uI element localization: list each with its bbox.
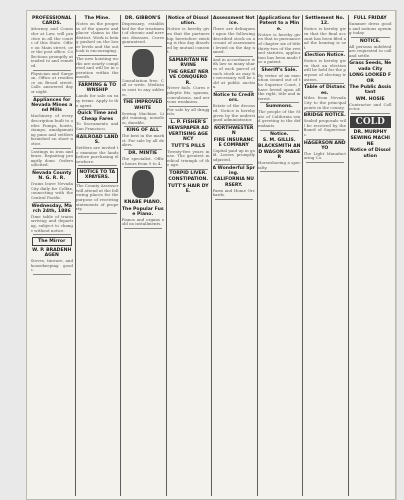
article-body: The best in the market. For sale by all dealers. <box>121 133 164 148</box>
article-body: Consultation free. Call or write. Medicines sent to any address. <box>121 77 164 97</box>
newspaper-page <box>26 10 396 500</box>
article-heading: KING OF ALL <box>126 128 160 134</box>
article-heading: DR. MINTIE <box>128 151 158 157</box>
column-6 <box>258 15 301 496</box>
article-heading: The Popular Fuse Piano. <box>121 206 164 217</box>
article-body: The people of the State of California send greeting to the defendants. <box>258 109 301 129</box>
article-heading: W. P. BRADENHAGEN <box>32 247 72 259</box>
article-heading: HAGERSON AND YO <box>303 140 346 151</box>
article-body: There are delinquent upon the following described stock on account of assessment levied on the day named. <box>212 26 255 55</box>
article-heading: L. P. FISHER'S <box>170 119 207 125</box>
article-heading: Table of Distances. <box>304 85 346 96</box>
boxed-notice: NOTICE TO TAXPAYERS. <box>77 168 118 183</box>
column-3 <box>122 15 165 496</box>
article-heading: Settlement No. 12. <box>305 16 345 27</box>
article-heading: CONSTIPATION. <box>168 177 209 183</box>
article-body: Notes on the progress of the quartz and placer claims in the district. Work is being pushed on the lower levels and the outlook is encouraging. <box>76 20 119 54</box>
article-heading: The Public Assistant <box>349 85 392 96</box>
article-heading: Notice. <box>270 131 289 137</box>
column-divider-line <box>33 96 72 97</box>
article-body: All persons indebted are requested to call and settle. <box>349 43 392 58</box>
column-divider-line <box>124 228 163 229</box>
article-heading: Election Notice. <box>304 53 346 59</box>
article-heading: THE IMPROVED WHITE <box>123 100 163 111</box>
article-body: By virtue of an execution issued out of the Superior Court, I have levied upon all the right, title and interest. <box>258 72 301 101</box>
article-body: Horseshoeing a specialty. <box>258 160 301 170</box>
column-divider-line <box>215 199 254 200</box>
article-body: Lands for sale on easy terms. Apply to the agent. <box>76 93 119 108</box>
column-divider-line <box>78 165 117 166</box>
column-rule <box>120 15 121 496</box>
column-5 <box>213 15 256 496</box>
column-2 <box>76 15 119 496</box>
article-heading: TUTT'S HAIR DYE. <box>167 183 209 195</box>
article-heading: TORPID LIVER. <box>169 170 208 176</box>
article-heading: KNABE PIANO. <box>124 200 162 206</box>
article-body: To Sacramento and San Francisco. <box>76 121 119 132</box>
column-divider-line <box>33 274 72 275</box>
article-heading: WM. HOSIE <box>355 96 385 102</box>
column-divider-line <box>124 46 163 47</box>
article-body: Notice is hereby given that the partnership heretofore existing is this day dissolved by mutual consent. <box>167 26 210 55</box>
column-divider-line <box>169 118 208 119</box>
article-body: Notice is hereby given that the final account has been filed and the hearing is set. <box>303 26 346 50</box>
column-divider-line <box>351 37 390 38</box>
article-heading: LONG LOOKED FOR <box>349 73 392 84</box>
article-body: Machinery of every description built to order. Pumps, hoists, stamps, amalgamating pans and settlers furnished on short notice. <box>30 113 73 146</box>
column-8 <box>349 15 392 496</box>
article-heading: Notice of Dissolution <box>349 148 391 159</box>
column-divider-line <box>78 213 117 214</box>
article-heading: The Mine. <box>84 16 110 21</box>
column-divider-line <box>351 113 390 114</box>
column-divider-line <box>215 164 254 165</box>
column-rule <box>166 15 167 496</box>
article-heading: THE GREAT NERVE CONQUEROR. <box>167 69 209 86</box>
column-rule <box>302 15 303 496</box>
article-heading: Assessment Notice. <box>212 16 255 27</box>
article-body: Summer dress goods and notions opening today. <box>349 20 392 36</box>
column-divider-line <box>124 149 163 150</box>
article-body: Castings in iron and brass. Repairing promptly done. Orders solicited. <box>30 148 73 168</box>
article-heading: NEWSPAPER ADVERTISING AGENCY <box>167 126 209 143</box>
article-heading: Wednesday, March 24th, 1886 <box>31 203 72 214</box>
column-divider-line <box>33 169 72 170</box>
article-heading: NORTHWESTERN <box>214 125 254 137</box>
article-heading: FULL FRIDAY <box>353 16 387 21</box>
article-body: For sale by all druggists. <box>167 106 210 117</box>
article-heading: DR. MURPHY <box>353 129 387 135</box>
article-body: The new hoisting works are nearly completed and will be in operation within the month. <box>76 56 119 80</box>
column-divider-line <box>260 130 299 131</box>
column-rule <box>257 15 258 496</box>
article-heading: CALIFORNIA NURSERY. <box>213 177 254 188</box>
article-body: Notice is hereby given that in pursuance of chapter six of title thirty-two of the revised statutes, application has been made for a patent. <box>258 31 301 65</box>
article-heading: Notice of Dissolution. <box>167 16 209 27</box>
column-divider-line <box>33 234 72 235</box>
column-divider-line <box>306 83 345 84</box>
boxed-notice: The Mirror <box>32 237 73 246</box>
article-body: Sewing Machine. Light running, noiseless, durable. <box>121 110 164 125</box>
article-body: Settlers are invited to examine the lands before purchasing elsewhere. <box>76 144 119 164</box>
article-body: Pianos and organs sold on installments. <box>121 216 164 227</box>
column-divider-line <box>78 133 117 134</box>
article-heading: S. M. GILLIS. <box>262 138 296 144</box>
column-rule <box>348 15 349 496</box>
article-heading: Quick Time and Cheap Fares <box>77 111 118 122</box>
article-heading: Notice to Creditors. <box>213 93 255 104</box>
column-rule <box>75 15 76 496</box>
engraved-portrait-image <box>132 49 154 77</box>
column-divider-line <box>260 66 299 67</box>
article-heading: DR. GIBBON'S <box>124 16 161 21</box>
article-body: Stoves, tinware, and housekeeping goods. <box>30 257 73 273</box>
article-heading: SEWING MACHINE <box>350 136 390 147</box>
article-body: Farm and Home Orchards. <box>212 187 255 198</box>
article-heading: NOTICE. <box>359 38 381 44</box>
column-divider-line <box>169 169 208 170</box>
article-heading: Summons. <box>265 104 293 110</box>
article-body: The Light Manufacturing Co. <box>303 150 346 161</box>
column-divider-line <box>306 162 345 163</box>
engraved-portrait-image <box>132 170 154 198</box>
article-body: Estate of the deceased. Notice is hereby given by the undersigned administrator. <box>212 103 255 123</box>
article-body: Physician and Surgeon. Office at residence on Broad street. Calls answered day or night. <box>30 70 73 95</box>
display-ad: COLD <box>350 116 391 128</box>
article-body: The specialist. Office hours from 9 to 4. <box>121 155 164 166</box>
article-heading: PROFESSIONAL CARDS. <box>32 16 72 27</box>
column-rule <box>211 15 212 496</box>
article-heading: A Wonderful Spring. <box>212 165 255 177</box>
article-heading: Nevada County N. G. R. R. <box>32 170 72 182</box>
article-body: Never fails. Cures epileptic fits, spasms, convulsions, and nervous weakness. <box>167 85 210 105</box>
article-heading: TUTT'S PILLS <box>171 143 206 149</box>
article-body: Contractor and Collector. <box>349 101 392 112</box>
article-heading: SAMARITAN NERVINE <box>168 57 208 69</box>
article-heading: Applications for Patent to a Mine. <box>258 16 300 32</box>
article-heading: Grass Seeds, Nevada City <box>349 61 392 72</box>
article-heading: Sheriff's Sale. <box>261 67 298 73</box>
column-divider-line <box>78 81 117 82</box>
column-divider-line <box>215 91 254 92</box>
column-1 <box>31 15 74 496</box>
column-divider-line <box>169 56 208 57</box>
article-heading: BLACKSMITH AND WAGON MAKER <box>258 144 301 161</box>
column-divider-line <box>33 202 72 203</box>
column-7 <box>304 15 347 496</box>
article-body: The County Assessor will attend at the following places for the purpose of receiving statements of property. <box>76 183 119 212</box>
column-divider-line <box>215 124 254 125</box>
column-4 <box>167 15 210 496</box>
column-divider-line <box>78 109 117 110</box>
article-body: Sealed proposals will be received by the Board of Supervisors. <box>303 118 346 137</box>
article-heading: RAILROAD LANDS. <box>76 134 119 146</box>
column-divider-line <box>260 171 299 172</box>
article-body: Attorney and Counselor at Law, will practice in all the courts of this State. Office on Main street, over the post office. Collections promptly attended to and remitted. <box>30 26 73 69</box>
article-body: Miles from Nevada City to the principal points in the county. <box>303 95 346 110</box>
article-heading: Appliances for Nevada Mines and Mills <box>31 97 73 114</box>
article-heading: FIRE INSURANCE COMPANY <box>213 137 254 148</box>
article-body: Notice is hereby given that an election will be held for the purpose of electing trustees. <box>303 58 346 82</box>
article-body: Twenty-five years in use. The greatest medical triumph of the age. <box>167 148 210 168</box>
article-body: And in accordance with law so many shares of each parcel of such stock as may be necessary will be sold at public auction. <box>212 56 255 90</box>
column-divider-line <box>306 139 345 140</box>
article-body: Time table of trains arriving and departing, subject to change without notice. <box>30 213 73 233</box>
article-body: Trains leave Nevada City daily for Colfax, connecting with the Central Pacific. <box>30 181 73 200</box>
article-body: Capital paid up in gold. Losses promptly adjusted. <box>212 147 255 163</box>
article-body: Dispensary, established for the treatment of chronic and nervous diseases. Cures guaranteed. <box>121 20 164 45</box>
article-heading: FARMING & TOWNSHIP <box>78 83 117 94</box>
article-heading: BRIDGE NOTICE. <box>303 113 346 119</box>
column-divider-line <box>124 167 163 168</box>
